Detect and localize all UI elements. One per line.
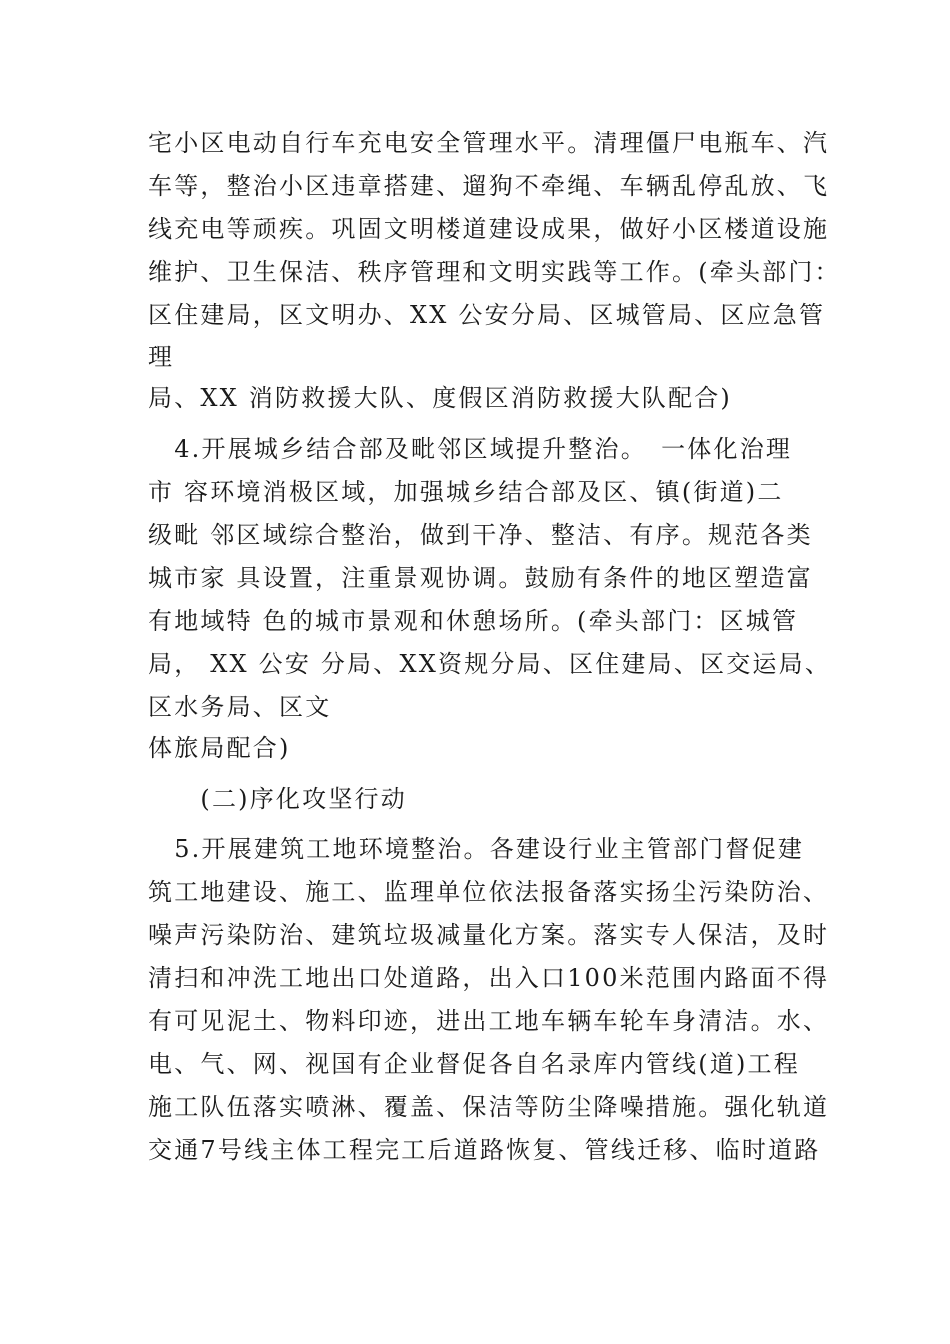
text-line: 区水务局、区文 (148, 693, 332, 721)
text-line: 有可见泥土、物料印迹，进出工地车辆车轮车身清洁。水、 (148, 1007, 830, 1035)
text-line: 交通7号线主体工程完工后道路恢复、管线迁移、临时道路 (148, 1136, 821, 1164)
text-line: 局、XX 消防救援大队、度假区消防救援大队配合) (148, 384, 732, 412)
text-line: 城市家 具设置，注重景观协调。鼓励有条件的地区塑造富 (148, 564, 813, 592)
text-line: 施工队伍落实喷淋、覆盖、保洁等防尘降噪措施。强化轨道 (148, 1093, 830, 1121)
text-line: 维护、卫生保洁、秩序管理和文明实践等工作。(牵头部门： (148, 258, 841, 286)
text-line: 体旅局配合) (148, 734, 291, 762)
paragraph-item-4-heading: 4.开展城乡结合部及毗邻区域提升整治。 一体化治理 (148, 435, 793, 463)
text-line: 有地域特 色的城市景观和休憩场所。(牵头部门：区城管 (148, 607, 799, 635)
text-line: 车等，整治小区违章搭建、遛狗不牵绳、车辆乱停乱放、飞 (148, 172, 830, 200)
text-line: 电、气、网、视国有企业督促各自名录库内管线(道)工程 (148, 1050, 800, 1078)
text-line: 清扫和冲洗工地出口处道路，出入口100米范围内路面不得 (148, 964, 830, 992)
text-line: 局， XX 公安 分局、XX资规分局、区住建局、区交运局、 (148, 650, 832, 678)
text-line: 噪声污染防治、建筑垃圾减量化方案。落实专人保洁，及时 (148, 921, 830, 949)
paragraph-item-5-heading: 5.开展建筑工地环境整治。各建设行业主管部门督促建 (148, 835, 805, 863)
text-line: 线充电等顽疾。巩固文明楼道建设成果，做好小区楼道设施 (148, 215, 830, 243)
text-line: 市 容环境消极区域，加强城乡结合部及区、镇(街道)二 (148, 478, 784, 506)
text-line: 筑工地建设、施工、监理单位依法报备落实扬尘污染防治、 (148, 878, 830, 906)
text-line: 理 (148, 343, 175, 371)
text-line: 区住建局，区文明办、XX 公安分局、区城管局、区应急管 (148, 301, 826, 329)
text-line: 级毗 邻区域综合整治，做到干净、整洁、有序。规范各类 (148, 521, 813, 549)
section-heading: (二)序化攻坚行动 (148, 785, 407, 813)
text-line: 宅小区电动自行车充电安全管理水平。清理僵尸电瓶车、汽 (148, 129, 830, 157)
